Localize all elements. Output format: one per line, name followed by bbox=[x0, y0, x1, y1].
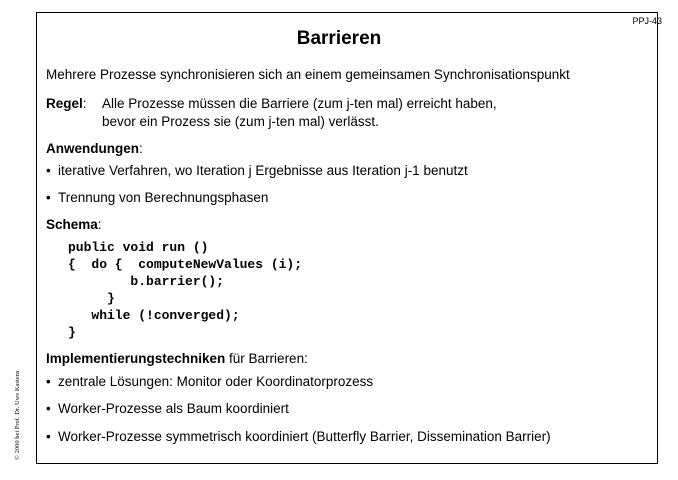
bullet-icon: • bbox=[46, 190, 51, 205]
implementierung-label: Implementierungstechniken bbox=[46, 351, 226, 366]
bullet-icon: • bbox=[46, 374, 51, 389]
implementierung-heading bbox=[46, 351, 308, 366]
anwendungen-heading bbox=[46, 141, 143, 156]
regel-label: Regel bbox=[46, 96, 83, 111]
anwendungen-label: Anwendungen bbox=[46, 141, 139, 156]
list-item bbox=[46, 190, 268, 205]
intro-text: Mehrere Prozesse synchronisieren sich an einem gemeinsamen Synchronisationspunkt bbox=[46, 67, 570, 82]
regel-line-1: Alle Prozesse müssen die Barriere (zum j-ten mal) erreicht haben, bbox=[102, 96, 497, 111]
code-block: public void run () { do { computeNewValues (i); b.barrier(); } while (!converged); } bbox=[68, 240, 303, 340]
bullet-icon: • bbox=[46, 429, 51, 444]
list-item-text: Worker-Prozesse als Baum koordiniert bbox=[58, 401, 289, 416]
list-item-text: Worker-Prozesse symmetrisch koordiniert (Butterfly Barrier, Dissemination Barrier) bbox=[58, 429, 551, 444]
bullet-icon: • bbox=[46, 401, 51, 416]
list-item-text: zentrale Lösungen: Monitor oder Koordinatorprozess bbox=[58, 374, 374, 389]
list-item bbox=[46, 163, 468, 178]
anwendungen-colon: : bbox=[139, 141, 143, 156]
copyright-note: © 2000 bei Prof. Dr. Uwe Kastens bbox=[14, 370, 21, 460]
schema-heading bbox=[46, 217, 102, 232]
list-item bbox=[46, 429, 551, 444]
list-item bbox=[46, 401, 289, 416]
regel-line-2: bevor ein Prozess sie (zum j-ten mal) verlässt. bbox=[102, 114, 379, 129]
schema-label: Schema bbox=[46, 217, 98, 232]
regel-block bbox=[46, 96, 497, 111]
list-item-text: Trennung von Berechnungsphasen bbox=[58, 190, 269, 205]
schema-colon: : bbox=[97, 217, 102, 232]
list-item-text: iterative Verfahren, wo Iteration j Ergebnisse aus Iteration j-1 benutzt bbox=[58, 163, 468, 178]
page-title: Barrieren bbox=[296, 28, 382, 49]
regel-colon: : bbox=[82, 96, 87, 111]
bullet-icon: • bbox=[46, 163, 51, 178]
slide-id: PPJ-43 bbox=[632, 16, 662, 26]
list-item bbox=[46, 374, 373, 389]
implementierung-suffix: für Barrieren: bbox=[225, 351, 308, 366]
